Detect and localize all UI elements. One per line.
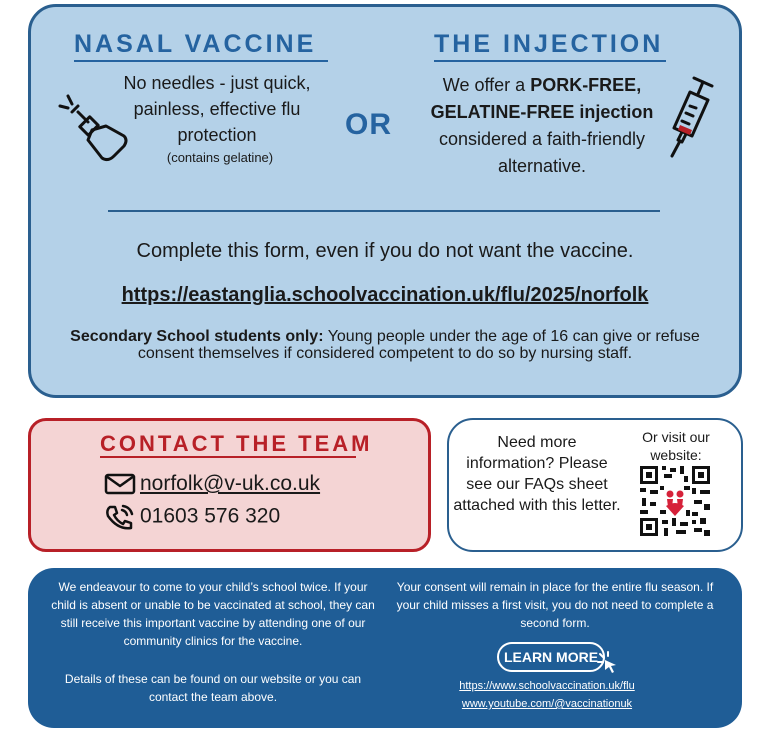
faq-info-text: Need more information? Please see our FAQs sheet attached with this letter.: [453, 434, 621, 514]
form-link[interactable]: https://eastanglia.schoolvaccination.uk/flu/2025/norfolk: [121, 284, 649, 306]
syringe-icon: [662, 72, 716, 158]
nasal-gelatine-note: (contains gelatine): [166, 150, 274, 165]
qr-code[interactable]: [640, 466, 710, 536]
phone-number[interactable]: 01603 576 320: [140, 504, 281, 528]
injection-text-bold: PORK-FREE, GELATINE-FREE injection: [430, 75, 654, 122]
footer-visits-text: We endeavour to come to your child’s school twice. If your child is absent or unable to be vaccinated at school, they can still receive this important vaccine by attending one of our community clinics for the vaccine.: [51, 580, 375, 648]
youtube-link[interactable]: www.youtube.com/@vaccinationuk: [461, 698, 633, 710]
email-row: [104, 472, 320, 496]
phone-row: [104, 504, 280, 530]
visit-website-text: Or visit our website:: [642, 429, 710, 463]
secondary-note-text: Young people under the age of 16 can give or refuse consent themselves if considered competent to do so by nursing staff.: [137, 328, 700, 362]
footer-consent-text: Your consent will remain in place for the entire flu season. If your child misses a first visit, you do not need to complete a second form.: [396, 580, 714, 630]
secondary-note-bold: Secondary School students only:: [70, 328, 324, 345]
nasal-vaccine-title: NASAL VACCINE: [74, 30, 317, 58]
injection-text-pre: We offer a: [442, 75, 531, 95]
form-instruction: Complete this form, even if you do not want the vaccine.: [136, 240, 634, 262]
section-divider: [108, 210, 660, 212]
nasal-title-underline: [74, 60, 328, 62]
cursor-click-icon: [596, 650, 618, 676]
injection-description: [424, 72, 660, 180]
phone-icon: [104, 504, 136, 530]
email-link[interactable]: norfolk@v-uk.co.uk: [140, 472, 321, 495]
footer-details-text: Details of these can be found on our website or you can contact the team above.: [64, 672, 362, 704]
contact-title: CONTACT THE TEAM: [100, 431, 373, 456]
secondary-school-note: [50, 328, 720, 362]
injection-title-underline: [434, 60, 666, 62]
or-label: OR: [345, 108, 392, 141]
injection-title: THE INJECTION: [434, 30, 664, 58]
nasal-description: No needles - just quick, painless, effective flu protection: [123, 73, 311, 145]
learn-more-button[interactable]: LEARN MORE: [497, 642, 605, 672]
injection-text-post: considered a faith-friendly alternative.: [438, 129, 646, 176]
website-link[interactable]: https://www.schoolvaccination.uk/flu: [459, 680, 635, 692]
contact-title-underline: [100, 456, 356, 458]
envelope-icon: [104, 473, 136, 495]
